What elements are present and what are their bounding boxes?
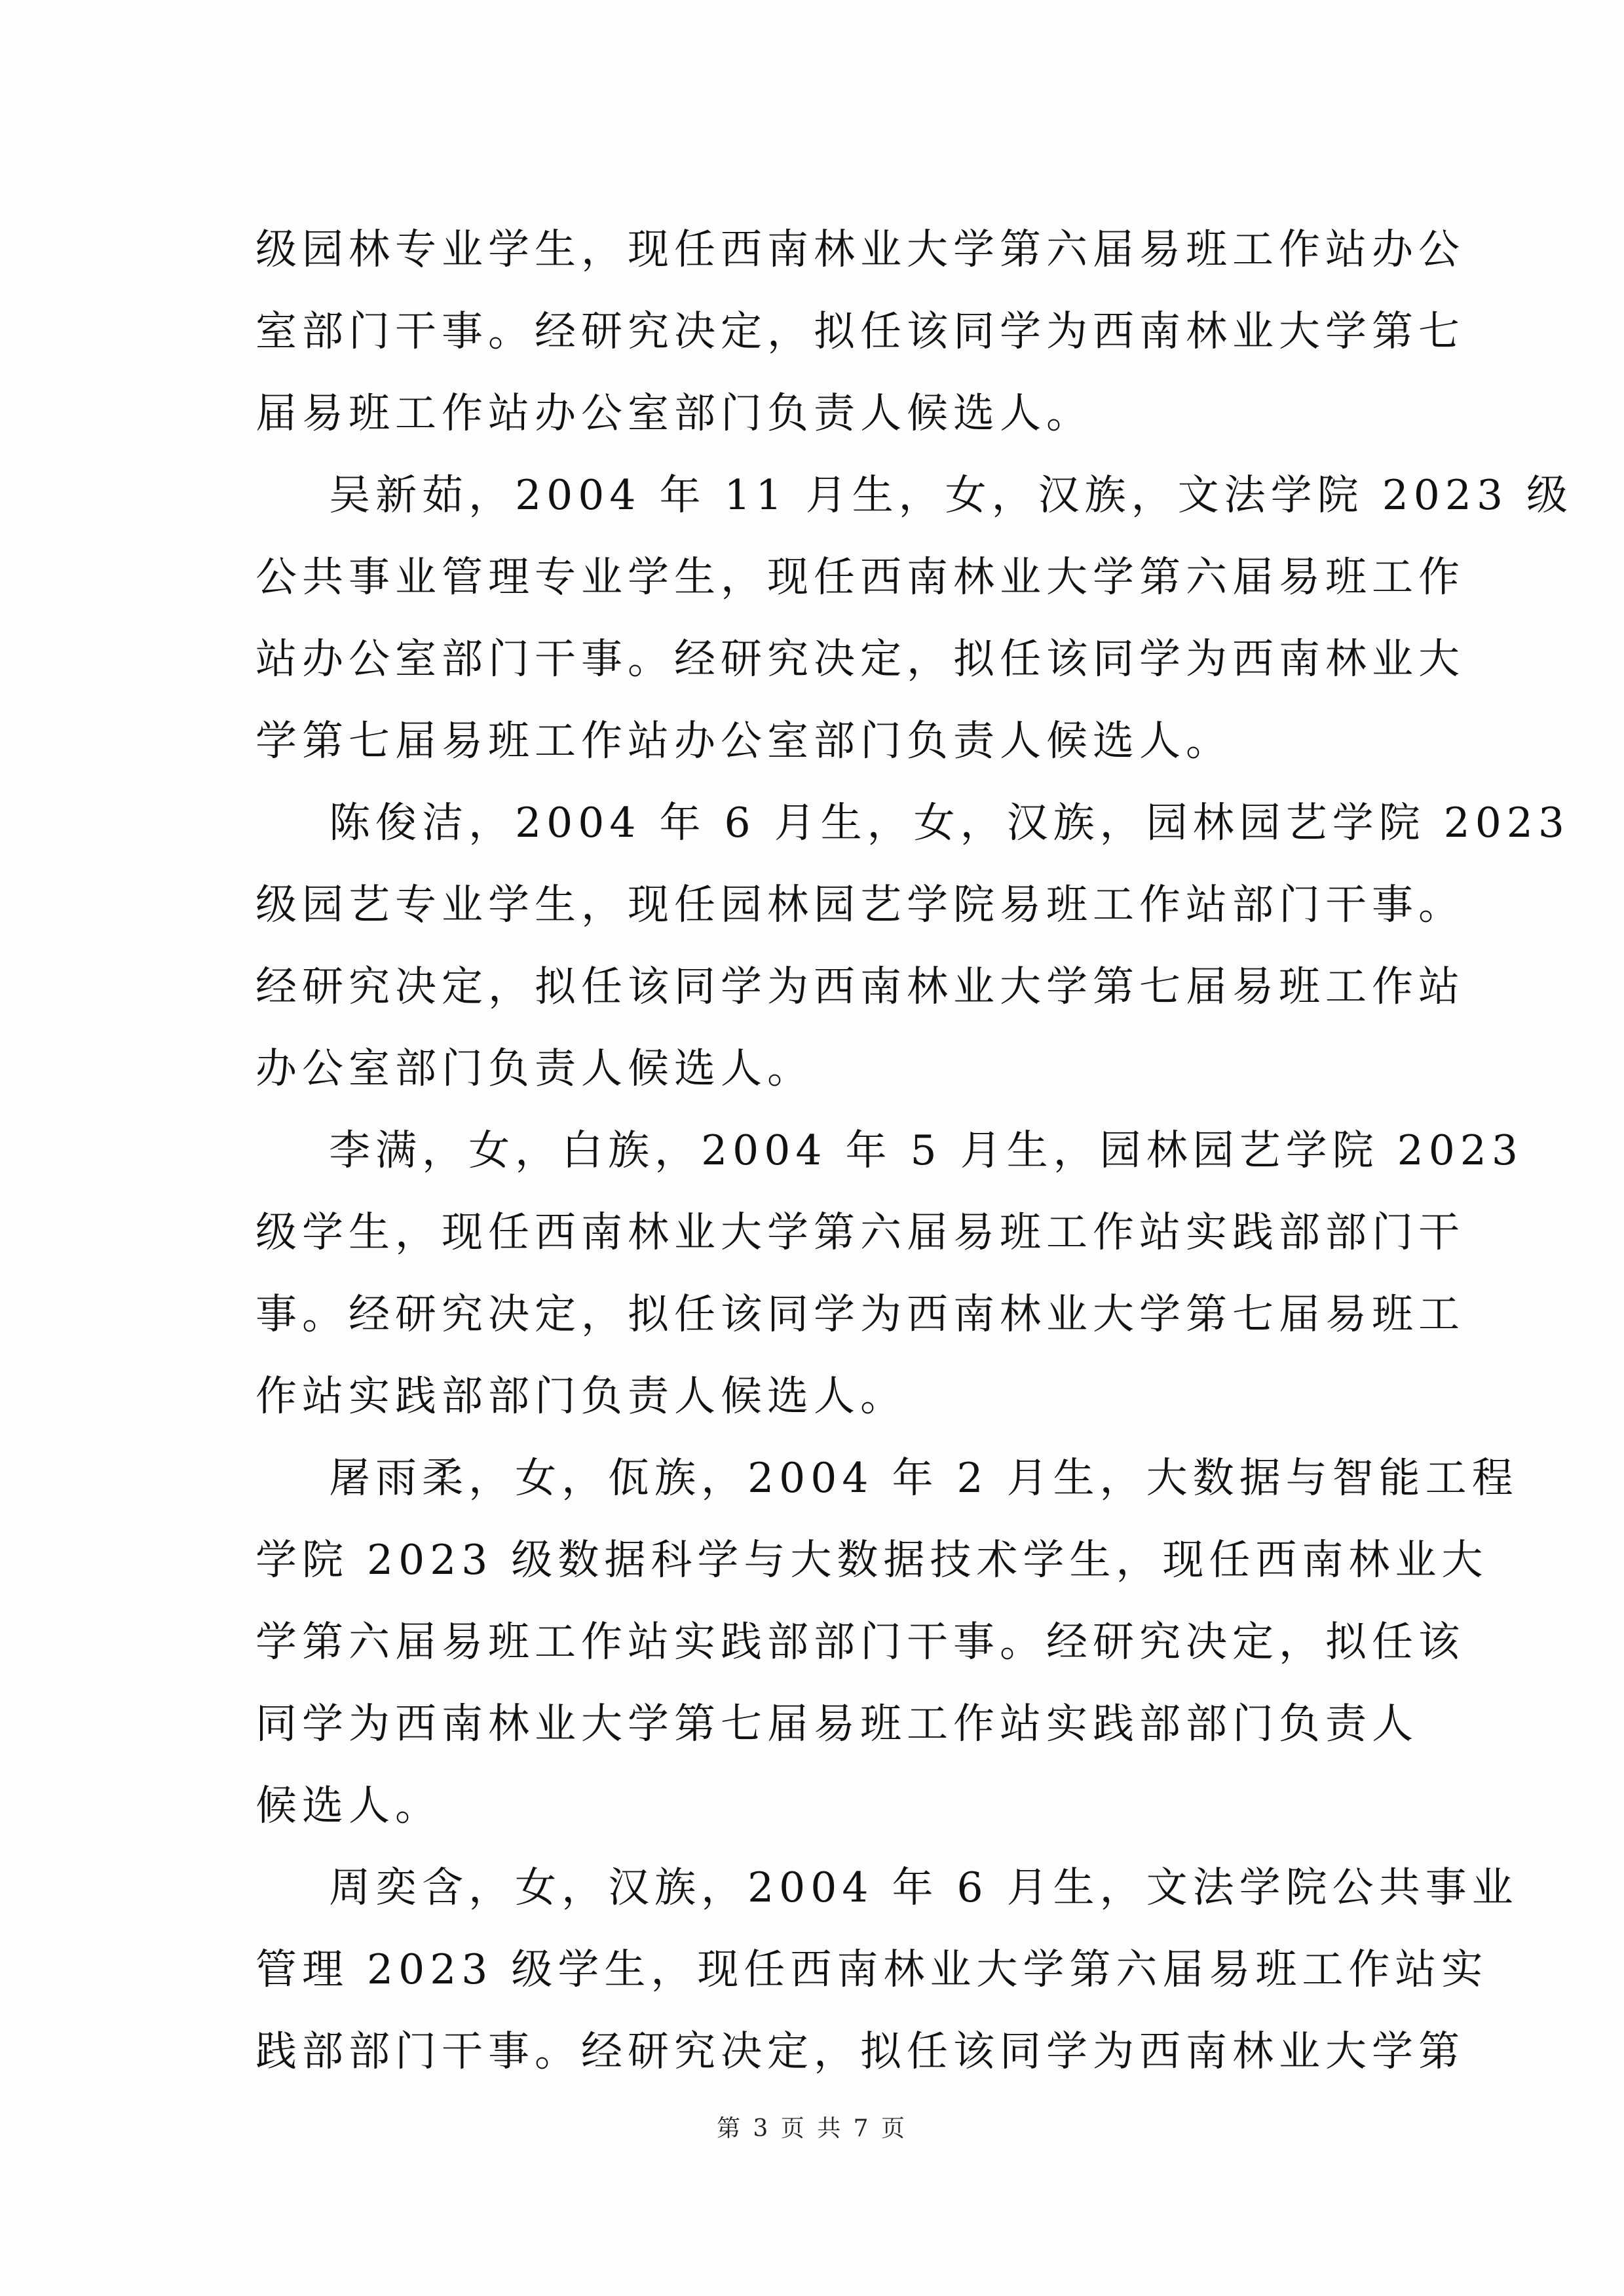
text-line: 学第六届易班工作站实践部部门干事。经研究决定，拟任该: [255, 1618, 1465, 1666]
text-line: 级学生，现任西南林业大学第六届易班工作站实践部部门干: [255, 1208, 1465, 1256]
text-line: 同学为西南林业大学第七届易班工作站实践部部门负责人: [255, 1700, 1418, 1748]
text-line: 事。经研究决定，拟任该同学为西南林业大学第七届易班工: [255, 1290, 1465, 1338]
text-line: 公共事业管理专业学生，现任西南林业大学第六届易班工作: [255, 553, 1465, 601]
text-line: 经研究决定，拟任该同学为西南林业大学第七届易班工作站: [255, 963, 1465, 1010]
text-line: 候选人。: [255, 1782, 442, 1829]
text-line: 屠雨柔，女，佤族，2004 年 2 月生，大数据与智能工程: [255, 1454, 1519, 1502]
text-line: 届易班工作站办公室部门负责人候选人。: [255, 389, 1093, 437]
document-body: [255, 208, 1574, 2092]
text-line: 吴新茹，2004 年 11 月生，女，汉族，文法学院 2023 级: [255, 471, 1574, 519]
text-line: 李满，女，白族，2004 年 5 月生，园林园艺学院 2023: [255, 1126, 1523, 1174]
page-number-footer: 第 3 页 共 7 页: [716, 2115, 908, 2142]
text-line: 站办公室部门干事。经研究决定，拟任该同学为西南林业大: [255, 635, 1465, 683]
text-line: 陈俊洁，2004 年 6 月生，女，汉族，园林园艺学院 2023: [255, 799, 1570, 847]
text-line: 作站实践部部门负责人候选人。: [255, 1372, 907, 1420]
text-line: 室部门干事。经研究决定，拟任该同学为西南林业大学第七: [255, 307, 1465, 355]
text-line: 级园艺专业学生，现任园林园艺学院易班工作站部门干事。: [255, 881, 1465, 928]
text-line: 学第七届易班工作站办公室部门负责人候选人。: [255, 717, 1232, 765]
text-line: 学院 2023 级数据科学与大数据技术学生，现任西南林业大: [255, 1536, 1488, 1584]
text-line: 周奕含，女，汉族，2004 年 6 月生，文法学院公共事业: [255, 1864, 1519, 1911]
text-line: 级园林专业学生，现任西南林业大学第六届易班工作站办公: [255, 225, 1465, 273]
text-line: 办公室部门负责人候选人。: [255, 1044, 814, 1092]
text-line: 管理 2023 级学生，现任西南林业大学第六届易班工作站实: [255, 1945, 1488, 1993]
text-line: 践部部门干事。经研究决定，拟任该同学为西南林业大学第: [255, 2027, 1465, 2075]
